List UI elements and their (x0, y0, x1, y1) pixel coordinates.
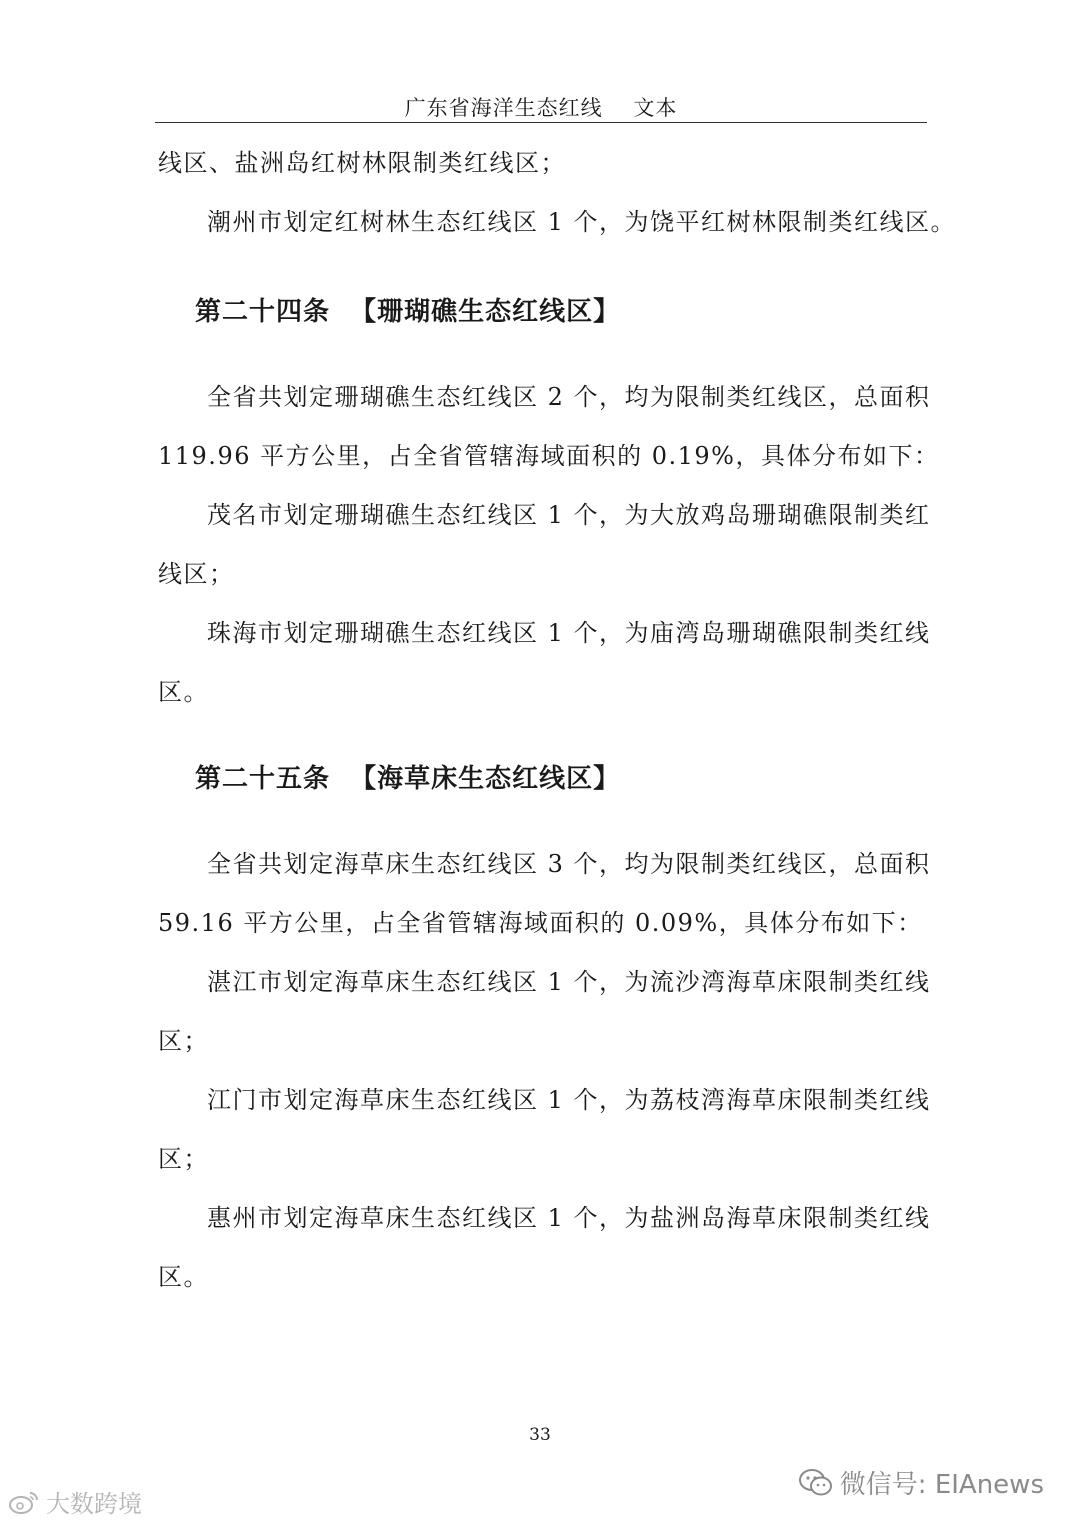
weibo-watermark-text: 大数跨境 (46, 1490, 142, 1518)
weibo-icon (8, 1489, 40, 1515)
paragraph-line: 惠州市划定海草床生态红线区 1 个，为盐洲岛海草床限制类红线 (207, 1204, 931, 1232)
wechat-icon (798, 1468, 834, 1498)
weibo-watermark (8, 1484, 142, 1519)
paragraph-line: 全省共划定珊瑚礁生态红线区 2 个，均为限制类红线区，总面积 (207, 383, 931, 411)
header-rule (155, 122, 927, 123)
wechat-watermark-text: 微信号: EIAnews (839, 1470, 1044, 1500)
article-24-heading: 第二十四条 【珊瑚礁生态红线区】 (195, 297, 621, 327)
paragraph-line: 区； (158, 1027, 209, 1055)
running-header-title: 广东省海洋生态红线 文本 (404, 96, 678, 120)
paragraph-line: 茂名市划定珊瑚礁生态红线区 1 个，为大放鸡岛珊瑚礁限制类红 (207, 501, 931, 529)
paragraph-line: 59.16 平方公里，占全省管辖海域面积的 0.09%，具体分布如下： (158, 909, 923, 937)
paragraph-line: 区。 (158, 678, 209, 706)
paragraph-line: 江门市划定海草床生态红线区 1 个，为荔枝湾海草床限制类红线 (207, 1086, 931, 1114)
paragraph-line: 119.96 平方公里，占全省管辖海域面积的 0.19%，具体分布如下： (158, 442, 940, 470)
paragraph-line: 湛江市划定海草床生态红线区 1 个，为流沙湾海草床限制类红线 (207, 968, 931, 996)
paragraph-line: 区。 (158, 1263, 209, 1291)
wechat-watermark (798, 1464, 1044, 1501)
article-25-heading: 第二十五条 【海草床生态红线区】 (195, 764, 621, 794)
page-number: 33 (529, 1425, 551, 1445)
paragraph-line: 线区； (158, 560, 235, 588)
paragraph-line: 珠海市划定珊瑚礁生态红线区 1 个，为庙湾岛珊瑚礁限制类红线 (207, 619, 931, 647)
paragraph-line: 线区、盐洲岛红树林限制类红线区； (158, 149, 566, 177)
paragraph-line: 潮州市划定红树林生态红线区 1 个，为饶平红树林限制类红线区。 (207, 208, 957, 236)
paragraph-line: 区； (158, 1145, 209, 1173)
paragraph-line: 全省共划定海草床生态红线区 3 个，均为限制类红线区，总面积 (207, 850, 931, 878)
